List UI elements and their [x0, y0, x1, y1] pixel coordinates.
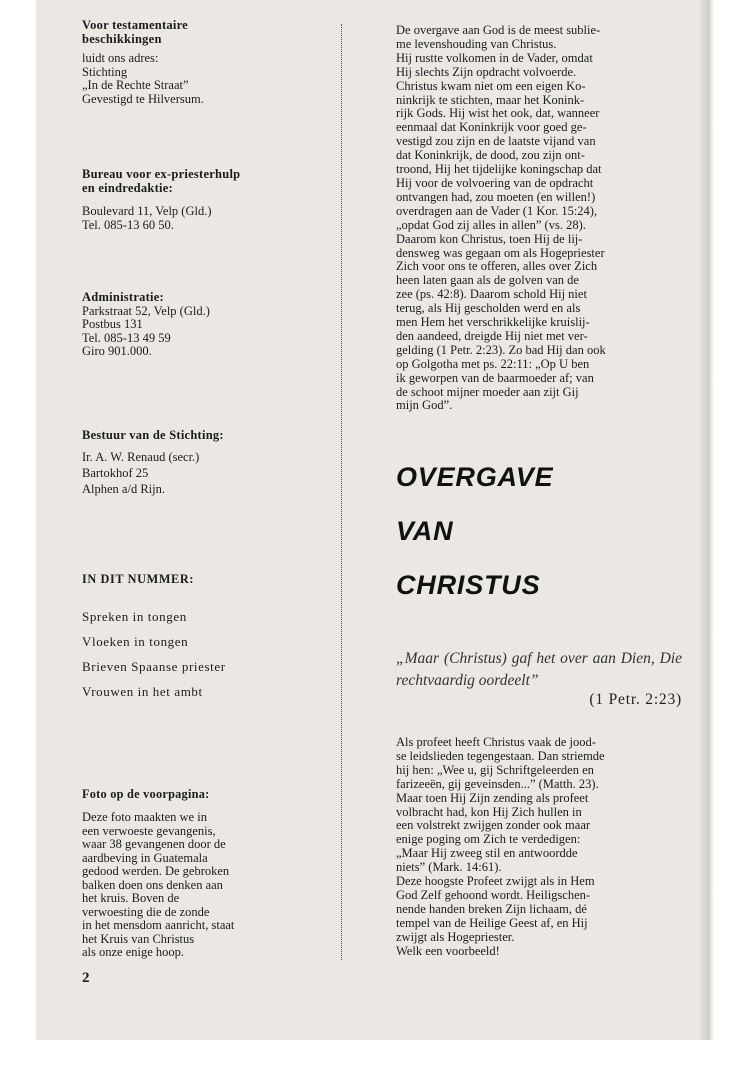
- right-column-intro: [396, 24, 686, 413]
- page-edge-shadow: [700, 0, 714, 1040]
- administratie-label: Administratie:: [82, 290, 164, 304]
- administratie-address: Parkstraat 52, Velp (Gld.) Postbus 131 Tel. 085-13 49 59 Giro 901.000.: [82, 303, 210, 358]
- contents-list: [82, 604, 226, 704]
- lower-paragraph: Als profeet heeft Christus vaak de jood- se leidslieden tegengestaan. Dan striemde hij hen: „Wee u, gij Schriftgeleerden en farizeeën, gij geveinsden...” (Matth. 23). Maar toen Hij Zijn zending als profeet volbracht had, kon Hij Zich hullen in een volstrekt zwijgen zonder ook maar enige poging om Zich te verdedigen: „Maar Hij zweeg stil en antwoordde niets” (Mark. 14:61). Deze hoogste Profeet zwijgt als in Hem God Zelf gehoond wordt. Heiligschen- nende handen breken Zijn lichaam, dé tempel van de Heilige Geest af, en Hij zwijgt als Hogepriester. Welk een voorbeeld!: [396, 735, 605, 958]
- right-column-lower: [396, 736, 686, 959]
- bureau-block: [82, 168, 240, 232]
- title-line-2: VAN: [396, 516, 454, 546]
- bureau-address: Boulevard 11, Velp (Gld.) Tel. 085-13 60 50.: [82, 204, 212, 232]
- bureau-label: Bureau voor ex-priesterhulp en eindredaktie:: [82, 167, 241, 195]
- title-line-3: CHRISTUS: [396, 570, 541, 600]
- scripture-reference: (1 Petr. 2:23): [589, 691, 682, 708]
- photo-block: [82, 787, 234, 960]
- contents-item: Spreken in tongen: [82, 609, 187, 624]
- testament-address: luidt ons adres: Stichting „In de Rechte Straat” Gevestigd te Hilversum.: [82, 51, 204, 106]
- photo-label: Foto op de voorpagina:: [82, 787, 210, 801]
- column-divider: [341, 24, 342, 960]
- title-line-1: OVERGAVE: [396, 462, 554, 492]
- testament-label: Voor testamentaire beschikkingen: [82, 18, 188, 46]
- administratie-block: [82, 291, 210, 359]
- photo-caption: Deze foto maakten we in een verwoeste gevangenis, waar 38 gevangenen door de aardbeving in Guatemala gedood werden. De gebroken balken doen ons denken aan het kruis. Boven de verwoesting die de zonde in het mensdom aanricht, staat het Kruis van Christus als onze enige hoop.: [82, 810, 235, 959]
- page-number: 2: [82, 970, 90, 986]
- contents-label: IN DIT NUMMER:: [82, 572, 195, 586]
- contents-block: [82, 572, 226, 704]
- testament-block: [82, 19, 204, 106]
- contents-item: Vrouwen in het ambt: [82, 684, 203, 699]
- bestuur-address: Ir. A. W. Renaud (secr.) Bartokhof 25 Alphen a/d Rijn.: [82, 449, 200, 496]
- bestuur-label: Bestuur van de Stichting:: [82, 428, 224, 442]
- intro-paragraph: De overgave aan God is de meest sublie- me levenshouding van Christus. Hij rustte volkomen in de Vader, omdat Hij slechts Zijn opdracht volvoerde. Christus kwam niet om een eigen Ko- ninkrijk te stichten, maar het Konink- rijk Gods. Hij wist het ook, dat, wanneer eenmaal dat Koninkrijk voor goed ge- vestigd zou zijn en de laatste vijand van dat Koninkrijk, de dood, zou zijn ont- troond, Hij het tijdelijke koningschap dat Hij voor de volvoering van de opdracht ontvangen had, zou moeten (en willen!) overdragen aan de Vader (1 Kor. 15:24), „opdat God zij alles in allen” (vs. 28). Daarom kon Christus, toen Hij de lij- densweg was gegaan om als Hogepriester Zich voor ons te offeren, alles over Zich heen laten gaan als de golven van de zee (ps. 42:8). Daarom schold Hij niet terug, als Hij gescholden werd en als men Hem het verschrikkelijke kruislij- den aandeed, dreigde Hij niet met ver- gelding (1 Petr. 2:23). Zo bad Hij dan ook op Golgotha met ps. 22:11: „Op U ben ik geworpen van de baarmoeder af; van de schoot mijner moeder aan zijt Gij mijn God”.: [396, 23, 606, 413]
- contents-item: Brieven Spaanse priester: [82, 659, 226, 674]
- bestuur-block: [82, 429, 224, 497]
- scripture-quote: „Maar (Christus) gaf het over aan Dien, Die rechtvaardig oordeelt”: [396, 650, 682, 689]
- contents-item: Vloeken in tongen: [82, 634, 189, 649]
